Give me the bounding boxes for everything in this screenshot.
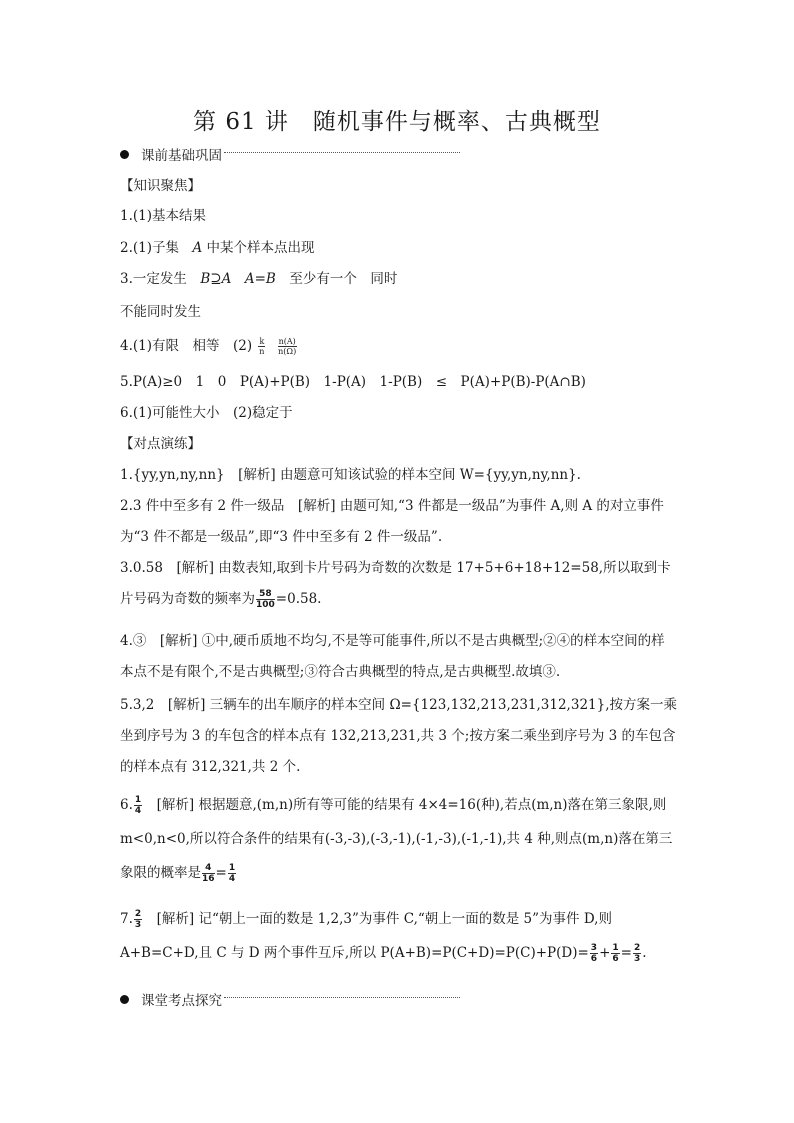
practice-item-3: 3.0.58 [解析] 由数表知,取到卡片号码为奇数的次数是 17+5+6+18+12=58,所以取到卡片号码为奇数的频率为 $\frac{58}{100}$ =0.58. [120,560,671,610]
knowledge-header: 【知识聚焦】 [120,178,201,194]
dotted-leader [224,997,460,998]
fraction-1-over-6: $\frac{1}{6}$ [612,943,619,964]
practice-item-5: 5.3,2 [解析] 三辆车的出车顺序的样本空间 Ω={123,132,213,231,312,321},按方案一乘坐到序号为 3 的车包含的样本点有 132,213,231,共 3 个;按方案二乘坐到序号为 3 的车包含的样本点有 312,321,共 2 个. [120,697,677,775]
fraction-3-over-6: $\frac{3}{6}$ [590,943,598,964]
practice-item-2: 2.3 件中至多有 2 件一级品 [解析] 由题可知,“3 件都是一级品”为事件 A,则 A 的对立事件为“3 件不都是一级品”,即“3 件中至多有 2 件一级品”. [120,498,664,545]
practice-item-6: 6. $\frac{1}{4}$ [解析] 根据题意,(m,n)所有等可能的结果有 4×4=16(种),若点(m,n)落在第三象限,则 m<0,n<0,所以符合条件的结果有(-3,-3),(-3,-1),(-1,-3),(-1,-1),共 4 种,则点(m,n)落在第三象限的概率是 $\frac{4}{16}$ = $\frac{1}{4}$ [120,795,673,884]
knowledge-line-3-cont: 不能同时发生 [120,304,201,320]
practice-item-4: 4.③ [解析] ①中,硬币质地不均匀,不是等可能事件,所以不是古典概型;②④的样本空间的样本点不是有限个,不是古典概型;③符合古典概型的特点,是古典概型.故填③. [120,633,665,680]
fraction-4-over-16: $\frac{4}{16}$ [202,863,215,884]
page-title: 第 61 讲 随机事件与概率、古典概型 [193,109,601,135]
dotted-leader [224,152,460,153]
section-label: 课前基础巩固 [141,148,222,164]
practice-header: 【对点演练】 [120,436,201,452]
knowledge-line-1: 1.(1)基本结果 [120,208,207,224]
practice-item-1: 1.{yy,yn,ny,nn} [解析] 由题意可知该试验的样本空间 W={yy,yn,ny,nn}. [120,467,581,483]
section-label: 课堂考点探究 [141,993,222,1009]
knowledge-line-4: 4.(1)有限 相等 (2) $\frac{k}{n}$ $\frac{n(A)}{n(\Omega)}$ [120,337,297,356]
fraction-k-over-n: $\frac{k}{n}$ [259,337,265,356]
fraction-nA-over-nOmega: $\frac{n(A)}{n(\Omega)}$ [278,337,297,356]
fraction-2-over-3-result: $\frac{2}{3}$ [633,943,641,964]
section-heading-basic [120,144,460,164]
fraction-2-over-3: $\frac{2}{3}$ [134,909,142,930]
bullet-icon [120,150,129,159]
knowledge-line-3: 3.一定发生 B⊇A A=B 至少有一个 同时 [120,271,398,287]
knowledge-line-6: 6.(1)可能性大小 (2)稳定于 [120,405,293,421]
fraction-58-over-100: $\frac{58}{100}$ [256,589,275,610]
knowledge-line-2: 2.(1)子集 A 中某个样本点出现 [120,240,315,256]
fraction-1-over-4-result: $\frac{1}{4}$ [228,863,236,884]
bullet-icon [120,995,129,1004]
practice-item-7: 7. $\frac{2}{3}$ [解析] 记“朝上一面的数是 1,2,3”为事件 C,“朝上一面的数是 5”为事件 D,则 A+B=C+D,且 C 与 D 两个事件互斥,所以 P(A+B)=P(C+D)=P(C)+P(D)= $\frac{3}{6}$ + $\frac{1}{6}$ = $\frac{2}{3}$ . [120,909,647,964]
knowledge-line-5: 5.P(A)≥0 1 0 P(A)+P(B) 1-P(A) 1-P(B) ≤ P(A)+P(B)-P(A∩B) [120,374,586,390]
section-heading-classroom [120,989,460,1009]
fraction-1-over-4: $\frac{1}{4}$ [134,795,142,816]
